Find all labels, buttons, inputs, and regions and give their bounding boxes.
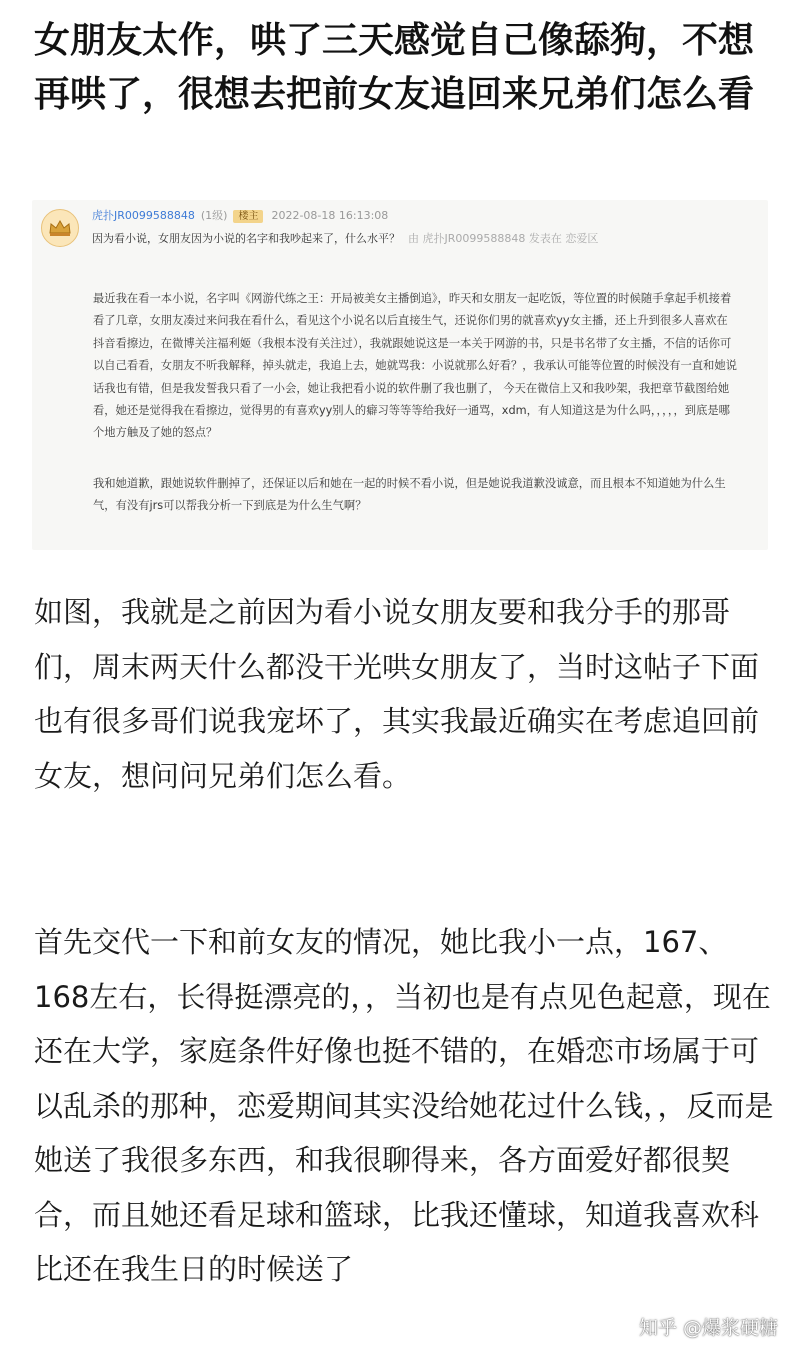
post-title: 女朋友太作，哄了三天感觉自己像舔狗，不想再哄了，很想去把前女友追回来兄弟们怎么看 [34, 20, 755, 115]
post-quote [92, 231, 598, 247]
watermark: 知乎 @爆浆硬糖 [638, 1317, 778, 1339]
post-date: 2022-08-18 16:13:08 [271, 209, 389, 222]
user-level: (1级) [200, 209, 228, 222]
embedded-screenshot [32, 200, 768, 550]
quote-text: 因为看小说，女朋友因为小说的名字和我吵起来了，什么水平？ [92, 232, 400, 245]
quote-meta: 由 虎扑JR0099588848 发表在 恋爱区 [408, 232, 599, 245]
post-meta [92, 208, 388, 224]
article-paragraph: 首先交代一下和前女友的情况，她比我小一点，167、168左右，长得挺漂亮的，，当初也是有点见色起意，现在还在大学，家庭条件好像也挺不错的，在婚恋市场属于可以乱杀的那种，恋爱期间其实没给她花过什么钱，，反而是她送了我很多东西，和我很聊得来，各方面爱好都很契合，而且她还看足球和篮球，比我还懂球，知道我喜欢科比还在我生日的时候送了 [34, 925, 774, 1286]
crown-icon [48, 219, 72, 237]
article-paragraph: 如图，我就是之前因为看小说女朋友要和我分手的那哥们，周末两天什么都没干光哄女朋友了，当时这帖子下面也有很多哥们说我宠坏了，其实我最近确实在考虑追回前女友，想问问兄弟们怎么看。 [34, 595, 760, 793]
post-body [93, 288, 737, 518]
username[interactable]: 虎扑JR0099588848 [92, 209, 195, 222]
post-body-paragraph: 我和她道歉，跟她说软件删掉了，还保证以后和她在一起的时候不看小说，但是她说我道歉没诚意，而且根本不知道她为什么生气，有没有jrs可以帮我分析一下到底是为什么生气啊？ [93, 476, 726, 513]
op-badge: 楼主 [233, 210, 263, 223]
avatar [41, 209, 79, 247]
post-body-paragraph: 最近我在看一本小说，名字叫《网游代练之王：开局被美女主播倒追》，昨天和女朋友一起吃饭，等位置的时候随手拿起手机接着看了几章，女朋友凑过来问我在看什么，看见这个小说名以后直接生气，还说你们男的就喜欢yy女主播，还上升到很多人喜欢在抖音看擦边，在微博关注福利姬（我根本没有关注过），我就跟她说这是一本关于网游的书，只是书名带了女主播，不信的话你可以自己看看，女朋友不听我解释，掉头就走，我追上去，她就骂我：小说就那么好看？，我承认可能等位置的时候没有一直和她说话我也有错，但是我发誓我只看了一小会，她让我把看小说的软件删了我也删了， 今天在微信上又和我吵架，我把章节截图给她看，她还是觉得我在看擦边，觉得男的有喜欢yy别人的癖习等等等给我好一通骂，xdm，有人知道这是为什么吗，，，，，到底是哪个地方触及了她的怒点？ [93, 292, 737, 440]
